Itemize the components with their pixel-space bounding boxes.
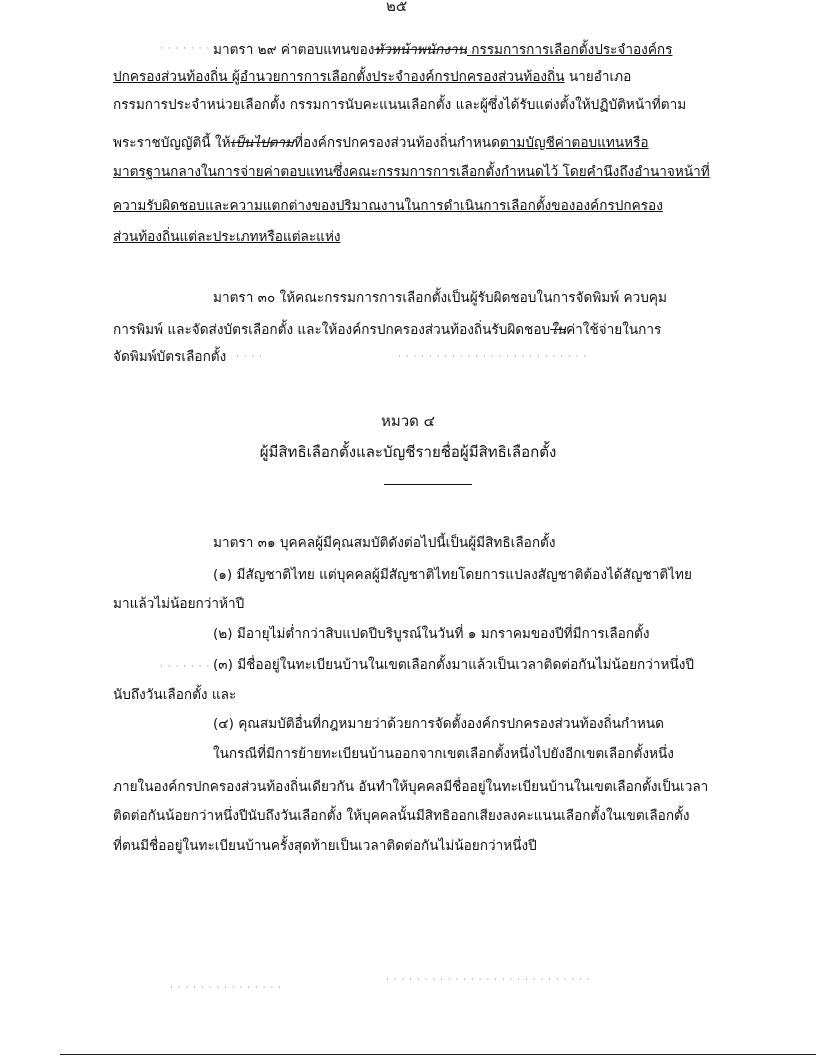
- section-29-line-2: [113, 67, 631, 87]
- scan-speckle: · · · · · · · · · · · · · · · · · · · · · · · · · · ·: [386, 975, 591, 985]
- section-31-item-1-cont: มาแล้วไม่น้อยกว่าห้าปี: [113, 596, 245, 612]
- chapter-title: ผู้มีสิทธิเลือกตั้งและบัญชีรายชื่อผู้มีสิทธิเลือกตั้ง: [259, 443, 557, 461]
- section-29-line-1: [213, 40, 672, 60]
- section-29-line-3: กรรมการประจำหน่วยเลือกตั้ง กรรมการนับคะแนนเลือกตั้ง และผู้ซึ่งได้รับแต่งตั้งให้ปฏิบัติหน้าที่ตาม: [113, 97, 687, 113]
- page-number: ๒๕: [386, 0, 408, 15]
- section-29-line-4: [113, 133, 649, 153]
- struck-text: เป็นไปตาม: [230, 135, 295, 151]
- section-31-para-line-2: ภายในองค์กรปกครองส่วนท้องถิ่นเดียวกัน อันทำให้บุคคลมีชื่ออยู่ในทะเบียนบ้านในเขตเลือกตั้งเป็นเวลา: [113, 779, 709, 795]
- section-29-line-5: มาตรฐานกลางในการจ่ายค่าตอบแทนซึ่งคณะกรรมการการเลือกตั้งกำหนดไว้ โดยคำนึงถึงอำนาจหน้าที่: [113, 164, 710, 180]
- section-31-item-1: (๑) มีสัญชาติไทย แต่บุคคลผู้มีสัญชาติไทยโดยการแปลงสัญชาติต้องได้สัญชาติไทย: [213, 567, 692, 583]
- scan-speckle: · · · · · · ·: [160, 662, 211, 672]
- section-31-item-2: (๒) มีอายุไม่ต่ำกว่าสิบแปดปีบริบูรณ์ในวันที่ ๑ มกราคมของปีที่มีการเลือกตั้ง: [213, 626, 650, 642]
- underlined-text: กรรมการการเลือกตั้งประจำองค์กร: [466, 42, 673, 58]
- section-29-text: นายอำเภอ: [564, 69, 632, 85]
- section-31-item-4: (๔) คุณสมบัติอื่นที่กฎหมายว่าด้วยการจัดตั้งองค์กรปกครองส่วนท้องถิ่นกำหนด: [213, 716, 664, 732]
- section-29-text: มาตรา ๒๙ ค่าตอบแทนของ: [213, 42, 375, 58]
- section-29-text: พระราชบัญญัตินี้ ให้: [113, 135, 231, 151]
- scan-speckle: · · · · · · · · · · · · · · · · · · · · · · · · ·: [398, 352, 588, 362]
- chapter-number: หมวด ๔: [380, 412, 436, 430]
- scan-speckle: · · · · · · ·: [160, 44, 211, 54]
- section-30-text: ค่าใช้จ่ายในการ: [566, 322, 662, 338]
- section-31-para-line-1: ในกรณีที่มีการย้ายทะเบียนบ้านออกจากเขตเลือกตั้งหนึ่งไปยังอีกเขตเลือกตั้งหนึ่ง: [213, 746, 674, 762]
- struck-text: ใน: [550, 322, 567, 338]
- section-30-line-2: [113, 320, 661, 340]
- section-31-para-line-3: ติดต่อกันน้อยกว่าหนึ่งปีนับถึงวันเลือกตั้ง ให้บุคคลนั้นมีสิทธิออกเสียงลงคะแนนเลือกตั้งในเขตเลือกตั้ง: [113, 808, 690, 824]
- section-31-para-line-4: ที่ตนมีชื่ออยู่ในทะเบียนบ้านครั้งสุดท้ายเป็นเวลาติดต่อกันไม่น้อยกว่าหนึ่งปี: [113, 838, 537, 854]
- scan-speckle: · · · ·: [236, 352, 264, 362]
- section-30-text: การพิมพ์ และจัดส่งบัตรเลือกตั้ง และให้องค์กรปกครองส่วนท้องถิ่นรับผิดชอบ: [113, 322, 551, 338]
- underlined-text: ปกครองส่วนท้องถิ่น ผู้อำนวยการการเลือกตั้งประจำองค์กรปกครองส่วนท้องถิ่น: [113, 69, 565, 85]
- bottom-edge-line: [60, 1054, 816, 1055]
- section-31-item-3: (๓) มีชื่ออยู่ในทะเบียนบ้านในเขตเลือกตั้งมาแล้วเป็นเวลาติดต่อกันไม่น้อยกว่าหนึ่งปี: [213, 657, 695, 673]
- section-30-line-3: จัดพิมพ์บัตรเลือกตั้ง: [113, 349, 227, 365]
- section-29-line-6: ความรับผิดชอบและความแตกต่างของปริมาณงานในการดำเนินการเลือกตั้งขององค์กรปกครอง: [113, 198, 663, 214]
- section-30-line-1: มาตรา ๓๐ ให้คณะกรรมการการเลือกตั้งเป็นผู้รับผิดชอบในการจัดพิมพ์ ควบคุม: [213, 290, 667, 306]
- section-29-text: ที่องค์กรปกครองส่วนท้องถิ่นกำหนด: [294, 135, 500, 151]
- section-29-line-7: ส่วนท้องถิ่นแต่ละประเภทหรือแต่ละแห่ง: [113, 229, 341, 245]
- struck-text: หัวหน้าพนักงาน: [374, 42, 467, 58]
- chapter-divider: [384, 484, 472, 485]
- section-31-intro: มาตรา ๓๑ บุคคลผู้มีคุณสมบัติดังต่อไปนี้เป็นผู้มีสิทธิเลือกตั้ง: [213, 535, 556, 551]
- scan-speckle: · · · · · · · · · · · · · · ·: [170, 983, 282, 993]
- section-31-item-3-cont: นับถึงวันเลือกตั้ง และ: [113, 687, 237, 703]
- underlined-text: ตามบัญชีค่าตอบแทนหรือ: [499, 135, 649, 151]
